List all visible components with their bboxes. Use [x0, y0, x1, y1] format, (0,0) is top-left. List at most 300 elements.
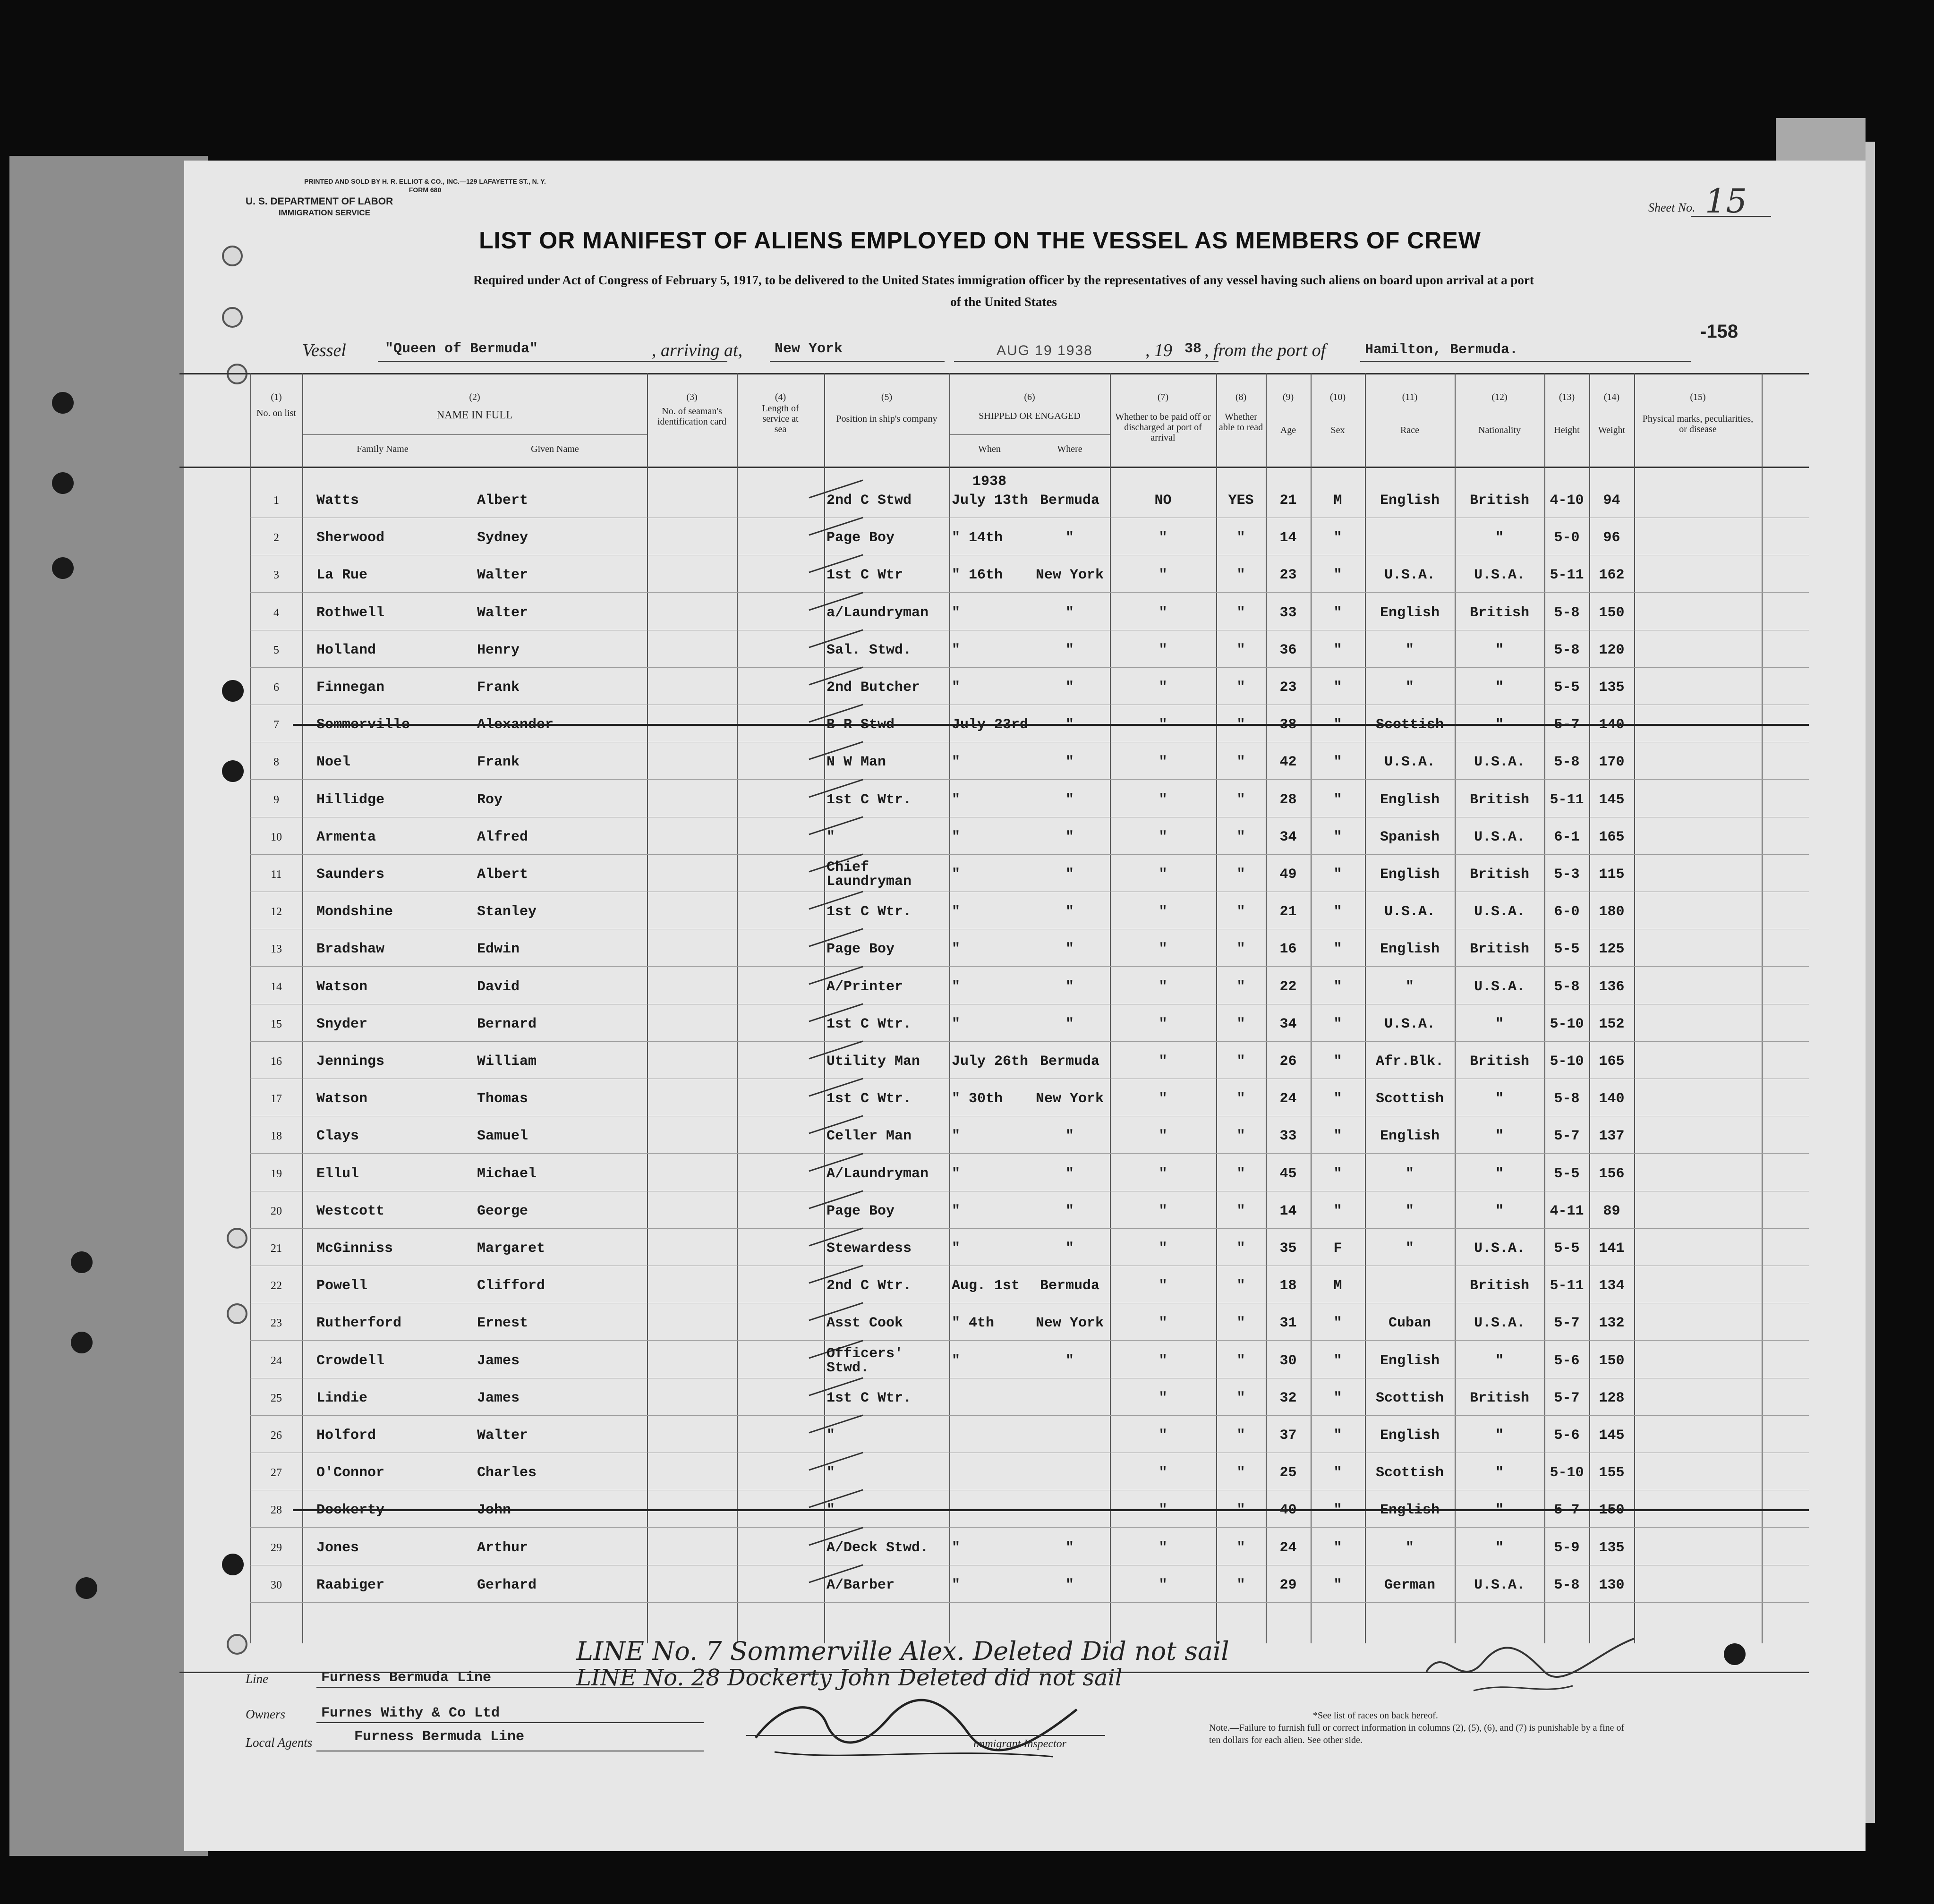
form-number: FORM 680 [409, 186, 442, 194]
cell-height: 5-7 [1554, 1502, 1580, 1519]
cell-nationality: U.S.A. [1474, 1577, 1525, 1593]
cell-family-name: McGinniss [316, 1241, 393, 1257]
cell-sex: " [1333, 680, 1342, 696]
cell-paid-off: " [1159, 717, 1167, 733]
cell-sex: " [1333, 941, 1342, 958]
table-row [179, 1043, 1809, 1080]
table-row [179, 1267, 1809, 1305]
sheet-number: 15 [1705, 182, 1747, 221]
cell-position: Page Boy [826, 1203, 895, 1219]
cell-race: English [1380, 791, 1440, 808]
col-header-able-to-read: Whether able to read [1218, 412, 1263, 433]
cell-able-to-read: " [1236, 1241, 1245, 1257]
cell-row-number: 24 [271, 1354, 282, 1367]
cell-position: Asst Cook [826, 1315, 903, 1332]
cell-height: 5-7 [1554, 1128, 1580, 1145]
cell-weight: 145 [1599, 1428, 1625, 1444]
cell-family-name: O'Connor [316, 1465, 385, 1481]
cell-shipped-where: " [1065, 1241, 1074, 1257]
table-row [179, 669, 1809, 706]
cell-position: " [826, 829, 835, 845]
cell-sex: " [1333, 829, 1342, 845]
printer-text: PRINTED AND SOLD BY H. R. ELLIOT & CO., INC.—129 LAFAYETTE ST., N. Y. [304, 178, 546, 185]
cell-race: English [1380, 1502, 1440, 1519]
punch-hole [52, 392, 74, 414]
cell-paid-off: " [1159, 530, 1167, 546]
cell-given-name: Margaret [477, 1241, 545, 1257]
cell-position: A/Barber [826, 1577, 895, 1593]
department-block [246, 196, 435, 219]
cell-family-name: Jennings [316, 1054, 385, 1070]
cell-weight: 96 [1603, 530, 1620, 546]
cell-race: " [1405, 680, 1414, 696]
owners-underline [316, 1722, 704, 1723]
cell-height: 5-5 [1554, 1165, 1580, 1182]
col-3-number: (3) [686, 392, 698, 402]
cell-race: English [1380, 493, 1440, 509]
cell-position: 2nd C Stwd [826, 493, 912, 509]
cell-race: Spanish [1380, 829, 1440, 845]
cell-weight: 137 [1599, 1128, 1625, 1145]
cell-able-to-read: " [1236, 829, 1245, 845]
cell-race: Scottish [1375, 1091, 1444, 1107]
punch-hole [76, 1577, 97, 1599]
cell-shipped-when: " [952, 1577, 961, 1593]
cell-height: 4-11 [1550, 1203, 1584, 1219]
cell-height: 5-8 [1554, 978, 1580, 995]
table-row [179, 1342, 1809, 1380]
table-row [179, 1491, 1809, 1529]
cell-sex: " [1333, 642, 1342, 658]
cell-race [1365, 1267, 1455, 1305]
cell-height: 5-10 [1550, 1465, 1584, 1481]
inspector-label: Immigrant Inspector [973, 1738, 1066, 1750]
cell-race: English [1380, 1428, 1440, 1444]
cell-weight: 150 [1599, 1502, 1625, 1519]
cell-race: " [1405, 978, 1414, 995]
cell-position: 2nd Butcher [826, 680, 920, 696]
cell-sex: M [1333, 1278, 1342, 1294]
service-name: IMMIGRATION SERVICE [279, 208, 370, 217]
cell-paid-off: " [1159, 1165, 1167, 1182]
line-label: Line [246, 1672, 269, 1686]
cell-weight: 152 [1599, 1016, 1625, 1032]
cell-weight: 89 [1603, 1203, 1620, 1219]
cell-age: 31 [1279, 1315, 1297, 1332]
cell-able-to-read: " [1236, 1428, 1245, 1444]
cell-height: 5-5 [1554, 1241, 1580, 1257]
cell-race: Afr.Blk. [1375, 1054, 1444, 1070]
cell-shipped-when: " [952, 1539, 961, 1556]
cell-paid-off: " [1159, 1128, 1167, 1145]
cell-shipped-where: " [1065, 1016, 1074, 1032]
cell-able-to-read: " [1236, 1016, 1245, 1032]
cell-height: 5-8 [1554, 1577, 1580, 1593]
crew-manifest-table [179, 373, 1809, 1643]
cell-position: Utility Man [826, 1054, 920, 1070]
cell-able-to-read: " [1236, 1165, 1245, 1182]
cell-given-name: Ernest [477, 1315, 528, 1332]
cell-shipped-where: " [1065, 604, 1074, 621]
cell-sex: " [1333, 604, 1342, 621]
cell-row-number: 16 [271, 1055, 282, 1068]
cell-row-number: 11 [271, 868, 282, 881]
cell-sex: " [1333, 1577, 1342, 1593]
cell-sex: " [1333, 1428, 1342, 1444]
cell-weight: 125 [1599, 941, 1625, 958]
arrival-port: New York [775, 341, 843, 357]
cell-family-name: Clays [316, 1128, 359, 1145]
cell-able-to-read: " [1236, 1465, 1245, 1481]
cell-given-name: Frank [477, 680, 520, 696]
cell-age: 33 [1279, 1128, 1297, 1145]
table-row [179, 556, 1809, 594]
cell-height: 5-5 [1554, 941, 1580, 958]
col-2-number: (2) [469, 392, 480, 402]
cell-race: Cuban [1388, 1315, 1431, 1332]
sheet-underline [1691, 216, 1771, 217]
cell-race [1365, 519, 1455, 557]
cell-sex: " [1333, 791, 1342, 808]
cell-age: 23 [1279, 680, 1297, 696]
cell-paid-off: " [1159, 978, 1167, 995]
cell-given-name: Frank [477, 754, 520, 771]
cell-sex: " [1333, 1502, 1342, 1519]
cell-weight: 162 [1599, 567, 1625, 584]
table-row [179, 482, 1809, 519]
cell-sex: " [1333, 1091, 1342, 1107]
cell-nationality: " [1495, 1502, 1504, 1519]
cell-family-name: Hillidge [316, 791, 385, 808]
table-row [179, 1192, 1809, 1230]
cell-shipped-where: " [1065, 941, 1074, 958]
cell-paid-off: " [1159, 1352, 1167, 1369]
cell-race: " [1405, 642, 1414, 658]
cell-height: 5-5 [1554, 680, 1580, 696]
cell-row-number: 26 [271, 1429, 282, 1442]
cell-given-name: Michael [477, 1165, 537, 1182]
cell-paid-off: " [1159, 754, 1167, 771]
cell-position: Chief Laundryman [826, 859, 912, 890]
department-name: U. S. DEPARTMENT OF LABOR [246, 196, 393, 207]
table-row [179, 1379, 1809, 1417]
cell-given-name: Roy [477, 791, 503, 808]
col-9-number: (9) [1282, 392, 1294, 402]
cell-shipped-where: " [1065, 1539, 1074, 1556]
cell-nationality: British [1469, 493, 1530, 509]
cell-nationality: " [1495, 1091, 1504, 1107]
col-header-no-on-list: No. on list [256, 408, 296, 418]
cell-height: 5-6 [1554, 1352, 1580, 1369]
cell-position: Sal. Stwd. [826, 642, 912, 658]
cell-family-name: Watts [316, 493, 359, 509]
col-6-number: (6) [1024, 392, 1035, 402]
cell-shipped-where: " [1065, 530, 1074, 546]
cell-nationality: U.S.A. [1474, 1241, 1525, 1257]
cell-sex: " [1333, 1315, 1342, 1332]
cell-shipped-when: " 16th [952, 567, 1003, 584]
cell-position: Page Boy [826, 941, 895, 958]
cell-position: 1st C Wtr [826, 567, 903, 584]
cell-given-name: Walter [477, 604, 528, 621]
cell-nationality: U.S.A. [1474, 567, 1525, 584]
cell-shipped-when: July 26th [952, 1054, 1029, 1070]
cell-age: 25 [1279, 1465, 1297, 1481]
cell-family-name: Ellul [316, 1165, 359, 1182]
arriving-label: , arriving at, [652, 340, 743, 360]
cell-shipped-where: " [1065, 1352, 1074, 1369]
cell-race: U.S.A. [1384, 567, 1436, 584]
table-header-rule [179, 467, 1809, 468]
cell-sex: F [1333, 1241, 1342, 1257]
cell-sex: " [1333, 567, 1342, 584]
cell-given-name: Walter [477, 1428, 528, 1444]
cell-row-number: 29 [271, 1541, 282, 1554]
cell-family-name: Powell [316, 1278, 368, 1294]
cell-sex: " [1333, 978, 1342, 995]
cell-family-name: La Rue [316, 567, 368, 584]
cell-shipped-when [952, 1379, 1032, 1417]
cell-shipped-where: " [1065, 1128, 1074, 1145]
cell-race: " [1405, 1539, 1414, 1556]
cell-family-name: Watson [316, 1091, 368, 1107]
cell-sex: " [1333, 530, 1342, 546]
col-header-where: Where [1057, 444, 1082, 454]
backing-sheet-left [9, 156, 208, 1856]
cell-sex: " [1333, 1352, 1342, 1369]
cell-family-name: Saunders [316, 867, 385, 883]
cell-age: 24 [1279, 1091, 1297, 1107]
date-underline [954, 361, 1218, 362]
cell-race: " [1405, 1203, 1414, 1219]
races-note: *See list of races on back hereof. [1313, 1710, 1438, 1721]
cell-shipped-where: New York [1035, 567, 1104, 584]
cell-able-to-read: " [1236, 1278, 1245, 1294]
cell-shipped-where [1030, 1379, 1110, 1417]
cell-weight: 155 [1599, 1465, 1625, 1481]
cell-age: 37 [1279, 1428, 1297, 1444]
cell-family-name: Raabiger [316, 1577, 385, 1593]
col-header-given-name: Given Name [531, 444, 579, 454]
cell-able-to-read: " [1236, 1352, 1245, 1369]
cell-weight: 165 [1599, 1054, 1625, 1070]
cell-age: 32 [1279, 1390, 1297, 1406]
cell-row-number: 20 [271, 1205, 282, 1217]
table-row [179, 706, 1809, 744]
table-row [179, 781, 1809, 819]
table-top-rule [179, 373, 1809, 374]
cell-nationality: U.S.A. [1474, 754, 1525, 771]
col-5-number: (5) [881, 392, 893, 402]
cell-position: Officers' Stwd. [826, 1345, 903, 1376]
cell-given-name: Bernard [477, 1016, 537, 1032]
cell-weight: 94 [1603, 493, 1620, 509]
cell-height: 5-6 [1554, 1428, 1580, 1444]
cell-family-name: Crowdell [316, 1352, 385, 1369]
table-row [179, 1230, 1809, 1267]
cell-age: 30 [1279, 1352, 1297, 1369]
cell-family-name: Jones [316, 1539, 359, 1556]
cell-shipped-where: " [1065, 904, 1074, 920]
cell-height: 5-8 [1554, 604, 1580, 621]
cell-shipped-where [1030, 1454, 1110, 1492]
cell-height: 5-3 [1554, 867, 1580, 883]
cell-family-name: Sommerville [316, 717, 410, 733]
cell-family-name: Lindie [316, 1390, 368, 1406]
cell-paid-off: " [1159, 1315, 1167, 1332]
cell-nationality: " [1495, 1128, 1504, 1145]
cell-able-to-read: " [1236, 904, 1245, 920]
cell-able-to-read: " [1236, 1502, 1245, 1519]
cell-height: 5-10 [1550, 1016, 1584, 1032]
cell-nationality: " [1495, 530, 1504, 546]
cell-shipped-when: Aug. 1st [952, 1278, 1020, 1294]
table-row [179, 631, 1809, 669]
cell-age: 40 [1279, 1502, 1297, 1519]
inspector-field [973, 1738, 1066, 1751]
cell-position: N W Man [826, 754, 886, 771]
year-prefix: , 19 [1145, 340, 1172, 360]
page-number: -158 [1700, 321, 1738, 342]
cell-age: 22 [1279, 978, 1297, 995]
col-header-nationality: Nationality [1478, 425, 1521, 435]
cell-position: a/Laundryman [826, 604, 929, 621]
cell-row-number: 1 [273, 494, 279, 507]
port-underline [770, 361, 945, 362]
strike-through-line [293, 724, 1809, 726]
cell-sex: " [1333, 717, 1342, 733]
cell-shipped-where: New York [1035, 1091, 1104, 1107]
col-header-race: Race [1400, 425, 1419, 435]
departure-port: Hamilton, Bermuda. [1365, 342, 1518, 358]
cell-given-name: Gerhard [477, 1577, 537, 1593]
cell-paid-off: " [1159, 1203, 1167, 1219]
cell-family-name: Sherwood [316, 530, 385, 546]
cell-age: 45 [1279, 1165, 1297, 1182]
col-header-when: When [978, 444, 1001, 454]
cell-shipped-when: " [952, 867, 961, 883]
cell-nationality: British [1469, 941, 1530, 958]
cell-age: 14 [1279, 530, 1297, 546]
cell-age: 14 [1279, 1203, 1297, 1219]
arrival-date-stamp: AUG 19 1938 [997, 343, 1093, 358]
line-field [246, 1670, 492, 1686]
cell-race: English [1380, 941, 1440, 958]
cell-paid-off: " [1159, 1539, 1167, 1556]
cell-weight: 135 [1599, 680, 1625, 696]
cell-height: 5-7 [1554, 1390, 1580, 1406]
cell-row-number: 27 [271, 1467, 282, 1479]
table-row [179, 1117, 1809, 1155]
cell-race: " [1405, 1241, 1414, 1257]
owners-field [246, 1705, 500, 1722]
cell-race: U.S.A. [1384, 754, 1436, 771]
cell-paid-off: " [1159, 1054, 1167, 1070]
cell-sex: " [1333, 1539, 1342, 1556]
table-row [179, 968, 1809, 1006]
cell-weight: 165 [1599, 829, 1625, 845]
col-14-number: (14) [1603, 392, 1620, 402]
cell-nationality: " [1495, 717, 1504, 733]
cell-shipped-when: July 13th [952, 493, 1029, 509]
cell-nationality: British [1469, 1054, 1530, 1070]
table-row [179, 1155, 1809, 1193]
cell-age: 34 [1279, 829, 1297, 845]
cell-family-name: Armenta [316, 829, 376, 845]
cell-family-name: Rutherford [316, 1315, 402, 1332]
cell-age: 18 [1279, 1278, 1297, 1294]
cell-shipped-where: " [1065, 867, 1074, 883]
cell-weight: 128 [1599, 1390, 1625, 1406]
cell-height: 4-10 [1550, 493, 1584, 509]
subtitle-line-2: of the United States [950, 295, 1057, 309]
cell-row-number: 8 [273, 756, 279, 769]
punch-hole [1724, 1643, 1746, 1665]
cell-given-name: Sydney [477, 530, 528, 546]
cell-shipped-where: New York [1035, 1315, 1104, 1332]
cell-shipped-when: " [952, 791, 961, 808]
cell-shipped-where: " [1065, 642, 1074, 658]
cell-row-number: 23 [271, 1317, 282, 1330]
cell-nationality: " [1495, 1465, 1504, 1481]
cell-shipped-when: " [952, 829, 961, 845]
table-row [179, 1304, 1809, 1342]
cell-shipped-when: " 4th [952, 1315, 995, 1332]
cell-shipped-where: " [1065, 754, 1074, 771]
col-8-number: (8) [1235, 392, 1247, 402]
cell-shipped-when: " [952, 604, 961, 621]
col-12-number: (12) [1491, 392, 1508, 402]
cell-paid-off: " [1159, 1502, 1167, 1519]
cell-shipped-where: " [1065, 680, 1074, 696]
cell-position: B R Stwd [826, 717, 895, 733]
cell-sex: " [1333, 754, 1342, 771]
cell-age: 26 [1279, 1054, 1297, 1070]
cell-weight: 130 [1599, 1577, 1625, 1593]
departure-underline [1360, 361, 1691, 362]
agents-value: Furness Bermuda Line [354, 1729, 525, 1745]
cell-height: 5-7 [1554, 717, 1580, 733]
cell-race: English [1380, 1128, 1440, 1145]
cell-row-number: 15 [271, 1018, 282, 1030]
cell-family-name: Holland [316, 642, 376, 658]
cell-nationality: British [1469, 791, 1530, 808]
cell-paid-off: " [1159, 867, 1167, 883]
cell-shipped-where: " [1065, 1165, 1074, 1182]
cell-age: 49 [1279, 867, 1297, 883]
col-header-age: Age [1280, 425, 1296, 435]
cell-shipped-where: Bermuda [1039, 493, 1100, 509]
col-header-family-name: Family Name [357, 444, 409, 454]
from-port-label: , from the port of [1204, 340, 1326, 360]
fine-note: Note.—Failure to furnish full or correct information in columns (2), (5), (6), and (7) is punishable by a fine of ten dollars for each alien. See other side. [1209, 1723, 1625, 1745]
cell-row-number: 30 [271, 1579, 282, 1591]
cell-age: 21 [1279, 904, 1297, 920]
cell-position: " [826, 1465, 835, 1481]
table-row [179, 594, 1809, 632]
cell-given-name: John [477, 1502, 511, 1519]
table-row [179, 519, 1809, 557]
cell-paid-off: " [1159, 1577, 1167, 1593]
sheet-label: Sheet No. [1648, 201, 1695, 214]
cell-row-number: 12 [271, 906, 282, 918]
footnote [1209, 1709, 1625, 1746]
cell-able-to-read: " [1236, 1091, 1245, 1107]
cell-shipped-when: " [952, 941, 961, 958]
cell-row-number: 22 [271, 1280, 282, 1292]
subtitle [312, 269, 1695, 313]
cell-position: 1st C Wtr. [826, 1390, 912, 1406]
